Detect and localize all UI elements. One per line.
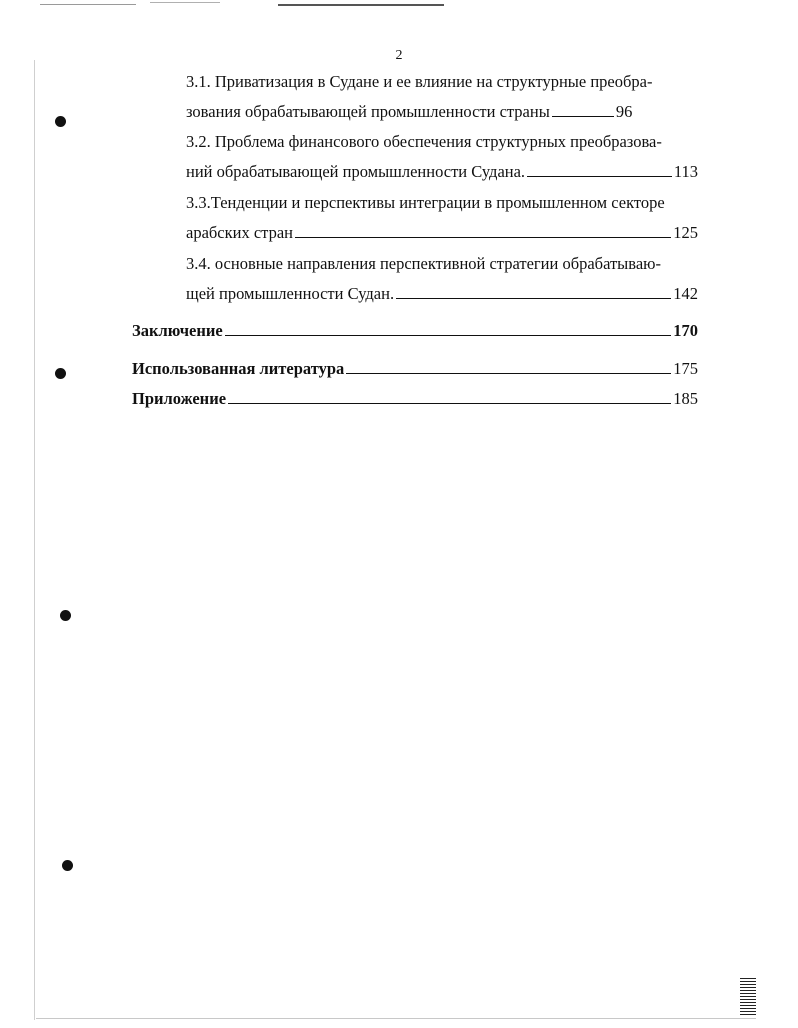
leader-line xyxy=(552,116,614,117)
toc-entry-text: Приложение xyxy=(132,389,227,408)
toc-entry-3-1-line2 xyxy=(186,102,664,122)
toc-entry-text: Заключение xyxy=(132,321,223,340)
punch-hole-mark xyxy=(55,116,66,127)
leader-line xyxy=(228,403,671,404)
scan-left-edge xyxy=(34,60,35,1020)
toc-page-number: 125 xyxy=(673,223,698,242)
toc-page-number: 175 xyxy=(673,359,698,378)
toc-entry-conclusion xyxy=(132,321,698,341)
toc-entry-3-1-line1: 3.1. Приватизация в Судане и ее влияние на структурные преобра- xyxy=(186,72,653,91)
toc-entry-text: Использованная литература xyxy=(132,359,345,378)
scan-top-rule xyxy=(278,4,444,6)
punch-hole-mark xyxy=(55,368,66,379)
toc-entry-3-4-line1: 3.4. основные направления перспективной стратегии обрабатываю- xyxy=(186,254,661,273)
leader-line xyxy=(346,373,671,374)
toc-page-number: 113 xyxy=(673,162,698,181)
leader-line xyxy=(295,237,671,238)
scan-top-rule xyxy=(40,4,136,5)
toc-page-number: 185 xyxy=(673,389,698,408)
toc-entry-3-3-line2 xyxy=(186,223,698,243)
toc-page-number: 170 xyxy=(673,321,698,340)
punch-hole-mark xyxy=(60,610,71,621)
toc-entry-text: ний обрабатывающей промышленности Судана. xyxy=(186,162,526,181)
toc-entry-3-3-line1: 3.3.Тенденции и перспективы интеграции в промышленном секторе xyxy=(186,193,665,212)
punch-hole-mark xyxy=(62,860,73,871)
toc-page-number: 142 xyxy=(673,284,698,303)
leader-line xyxy=(396,298,671,299)
toc-page-number: 96 xyxy=(615,102,633,121)
scan-top-rule xyxy=(150,2,220,3)
page-number: 2 xyxy=(395,48,403,63)
leader-line xyxy=(527,176,672,177)
toc-entry-text: щей промышленности Судан. xyxy=(186,284,395,303)
barcode-strip xyxy=(740,978,756,1016)
toc-entry-3-2-line1: 3.2. Проблема финансового обеспечения структурных преобразова- xyxy=(186,132,662,151)
scan-bottom-edge xyxy=(36,1018,756,1019)
toc-entry-3-4-line2 xyxy=(186,284,698,304)
toc-entry-references xyxy=(132,359,698,379)
toc-entry-text: зования обрабатывающей промышленности страны xyxy=(186,102,550,121)
toc-entry-text: арабских стран xyxy=(186,223,293,242)
toc-entry-3-2-line2 xyxy=(186,162,698,182)
toc-entry-appendix xyxy=(132,389,698,409)
leader-line xyxy=(225,335,672,336)
